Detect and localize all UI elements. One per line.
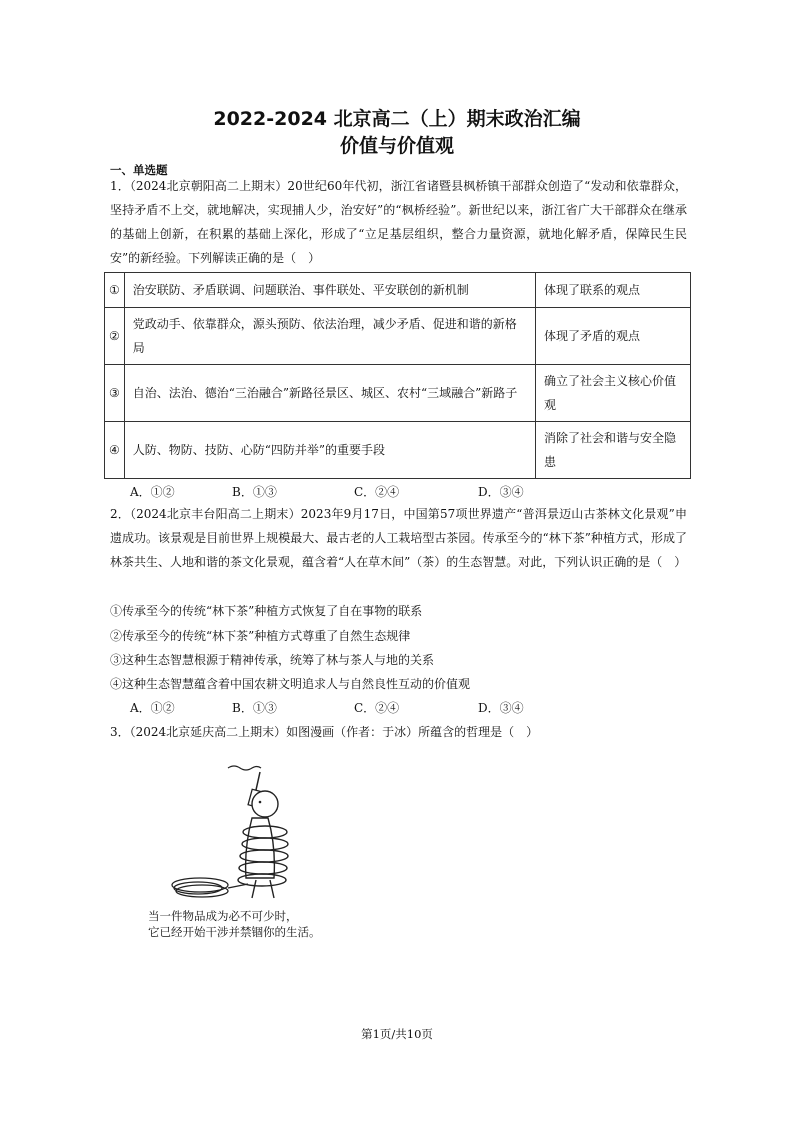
row-number: ③	[105, 365, 125, 422]
option-d[interactable]: D．③④	[478, 701, 524, 715]
row-interpretation: 体现了矛盾的观点	[536, 308, 691, 365]
page-title: 2022-2024 北京高二（上）期末政治汇编	[213, 108, 581, 130]
row-interpretation: 体现了联系的观点	[536, 273, 691, 308]
row-content: 党政动手、依靠群众，源头预防、依法治理，减少矛盾、促进和谐的新格局	[124, 308, 535, 365]
page-footer: 第1页/共10页	[361, 1027, 433, 1041]
row-content: 人防、物防、技防、心防“四防并举”的重要手段	[124, 422, 535, 479]
table-row	[105, 365, 691, 422]
question-2-item-4: ④这种生态智慧蕴含着中国农耕文明追求人与自然良性互动的价值观	[110, 677, 471, 691]
question-1-stem: 1．（2024北京朝阳高二上期末）20世纪60年代初，浙江省诸暨县枫桥镇干部群众创造了“发动和依靠群众，坚持矛盾不上交，就地解决，实现捕人少，治安好”的“枫桥经验”。新世纪以来，浙江省广大干部群众在继承的基础上创新，在积累的基础上深化，形成了“立足基层组织，整合力量资源，就地化解矛盾，保障民生民安”的新经验。下列解读正确的是（ ）	[110, 179, 687, 265]
option-c[interactable]: C．②④	[354, 701, 400, 715]
row-number: ①	[105, 273, 125, 308]
table-row	[105, 308, 691, 365]
row-content: 自治、法治、德治“三治融合”新路径景区、城区、农村“三域融合”新路子	[124, 365, 535, 422]
option-b[interactable]: B．①③	[232, 485, 277, 499]
page-subtitle: 价值与价值观	[339, 135, 454, 157]
table-row	[105, 422, 691, 479]
question-2-item-2: ②传承至今的传统“林下茶”种植方式尊重了自然生态规律	[110, 629, 411, 643]
option-a[interactable]: A．①②	[130, 701, 175, 715]
cartoon-caption-line-2: 它已经开始干涉并禁锢你的生活。	[148, 925, 321, 939]
question-2-item-1: ①传承至今的传统“林下茶”种植方式恢复了自在事物的联系	[110, 604, 423, 618]
row-number: ②	[105, 308, 125, 365]
question-3-stem: 3．（2024北京延庆高二上期末）如图漫画（作者：于冰）所蕴含的哲理是（ ）	[110, 725, 539, 739]
section-heading: 一、单选题	[110, 163, 168, 177]
table-row	[105, 273, 691, 308]
option-c[interactable]: C．②④	[354, 485, 400, 499]
row-number: ④	[105, 422, 125, 479]
question-1-table	[104, 272, 691, 479]
question-2-stem: 2．（2024北京丰台阳高二上期末）2023年9月17日，中国第57项世界遗产“普洱景迈山古茶林文化景观”申遗成功。该景观是目前世界上规模最大、最古老的人工栽培型古茶园。传承至今的“林下茶”种植方式，形成了林茶共生、人地和谐的茶文化景观，蕴含着“人在草木间”（茶）的生态智慧。对此，下列认识正确的是（ ）	[110, 507, 687, 569]
row-interpretation: 确立了社会主义核心价值观	[536, 365, 691, 422]
cartoon-caption-line-1: 当一件物品成为必不可少时，	[148, 909, 298, 923]
option-a[interactable]: A．①②	[130, 485, 175, 499]
question-2-item-3: ③这种生态智慧根源于精神传承，统筹了林与茶人与地的关系	[110, 653, 435, 667]
option-b[interactable]: B．①③	[232, 701, 277, 715]
row-interpretation: 消除了社会和谐与安全隐患	[536, 422, 691, 479]
row-content: 治安联防、矛盾联调、问题联治、事件联处、平安联创的新机制	[124, 273, 535, 308]
option-d[interactable]: D．③④	[478, 485, 524, 499]
